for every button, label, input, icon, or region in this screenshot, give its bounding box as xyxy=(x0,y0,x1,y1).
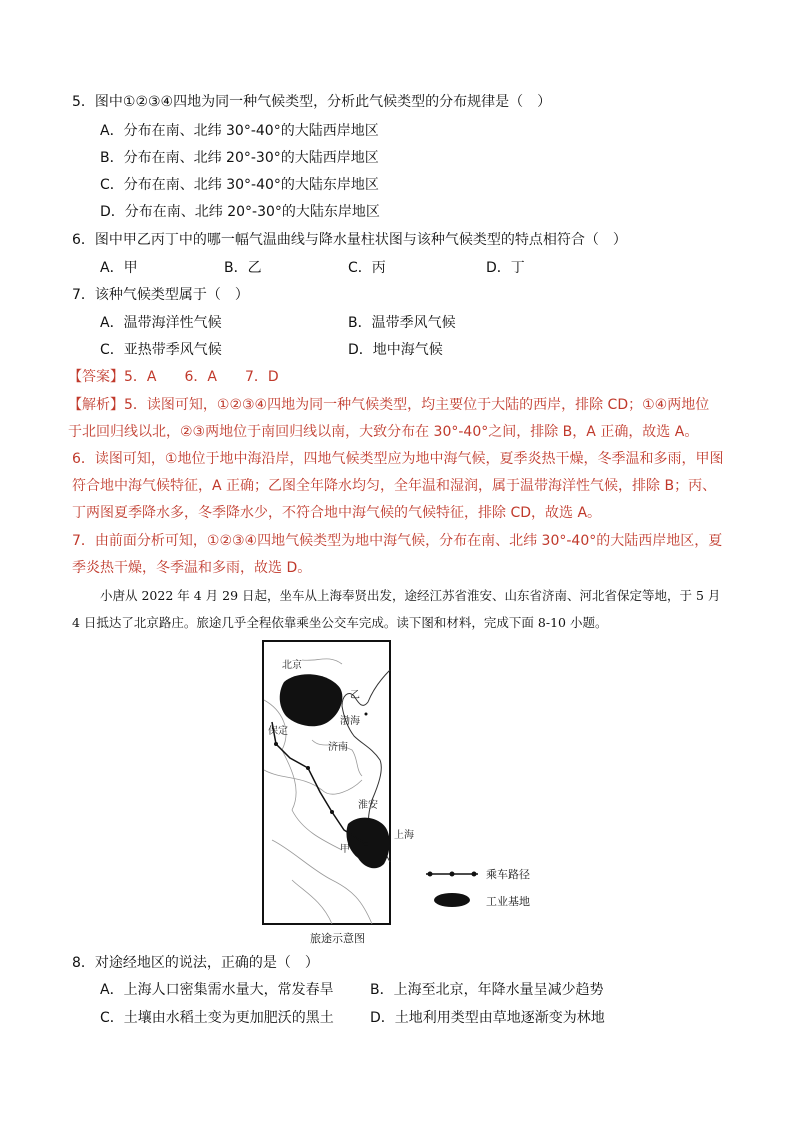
map-label-baoding: 保定 xyxy=(268,726,288,737)
q5-option-d: D．分布在南、北纬 20°-30°的大陆东岸地区 xyxy=(100,204,380,220)
legend-route-dot-2 xyxy=(450,872,455,877)
analysis-5-text: 5．读图可知，①②③④四地为同一种气候类型，均主要位于大陆的西岸，排除 CD；①④两地位于北回归线以北，②③两地位于南回归线以南，大致分布在 30°-40°之间，排除 B，A 正确，故选 A。 xyxy=(68,397,710,440)
map-label-yi: 乙 xyxy=(350,690,360,701)
analysis-5 xyxy=(68,392,720,446)
q7-option-a: A．温带海洋性气候 xyxy=(100,315,222,331)
q7-option-c: C．亚热带季风气候 xyxy=(100,342,222,358)
q8-option-a: A．上海人口密集需水量大，常发春旱 xyxy=(100,982,334,998)
map-label-jia: 甲 xyxy=(340,844,350,855)
q8-option-c: C．土壤由水稻土变为更加肥沃的黑土 xyxy=(100,1010,334,1026)
map-label-beijing: 北京 xyxy=(282,660,302,671)
answer-line xyxy=(68,367,279,387)
map-label-huaian: 淮安 xyxy=(358,800,378,811)
map-label-jinan: 济南 xyxy=(328,742,348,753)
analysis-6: 6．读图可知，①地位于地中海沿岸，四地气候类型应为地中海气候，夏季炎热干燥，冬季温和多雨，甲图符合地中海气候特征，A 正确；乙图全年降水均匀，全年温和湿润，属于温带海洋性气候，排除 B；丙、丁两图夏季降水多，冬季降水少，不符合地中海气候的气候特征，排除 CD，故选 A。 xyxy=(72,451,724,521)
q7-option-d: D．地中海气候 xyxy=(348,342,443,358)
bohai-dot xyxy=(365,713,368,716)
legend-route-label: 乘车路径 xyxy=(486,868,530,881)
legend-base-label: 工业基地 xyxy=(486,895,530,908)
q5-option-b: B．分布在南、北纬 20°-30°的大陆西岸地区 xyxy=(100,150,379,166)
travel-route-map xyxy=(262,640,392,926)
q6-stem: 6．图中甲乙丙丁中的哪一幅气温曲线与降水量柱状图与该种气候类型的特点相符合（ ） xyxy=(72,232,627,248)
legend-industrial-base-icon xyxy=(434,893,470,907)
q7-stem: 7．该种气候类型属于（ ） xyxy=(72,287,249,303)
legend-route-dot-3 xyxy=(472,872,477,877)
analysis-7: 7．由前面分析可知，①②③④四地气候类型为地中海气候，分布在南、北纬 30°-40°的大陆西岸地区，夏季炎热干燥，冬季温和多雨，故选 D。 xyxy=(72,533,723,576)
q8-stem: 8．对途经地区的说法，正确的是（ ） xyxy=(72,955,319,971)
q7-option-b: B．温带季风气候 xyxy=(348,315,456,331)
q5-stem: 5．图中①②③④四地为同一种气候类型，分析此气候类型的分布规律是（ ） xyxy=(72,94,552,110)
route-stop-jinan xyxy=(306,766,310,770)
route-stop-shanghai xyxy=(364,842,368,846)
q8-option-b: B．上海至北京，年降水量呈减少趋势 xyxy=(370,982,604,998)
q6-option-a: A．甲 xyxy=(100,260,138,276)
map-caption: 旅途示意图 xyxy=(310,932,365,945)
q6-option-b: B．乙 xyxy=(224,260,262,276)
route-stop-huaian xyxy=(330,810,334,814)
legend-symbols xyxy=(424,866,484,910)
analysis-label: 【解析】 xyxy=(68,397,124,413)
map-label-shanghai: 上海 xyxy=(394,830,414,841)
q8-option-d: D．土地利用类型由草地逐渐变为林地 xyxy=(370,1010,605,1026)
q6-option-d: D．丁 xyxy=(486,260,525,276)
q6-option-c: C．丙 xyxy=(348,260,386,276)
map-label-bohai: 渤海 xyxy=(340,716,360,727)
material-text: 小唐从 2022 年 4 月 29 日起，坐车从上海奉贤出发，途经江苏省淮安、山东省济南、河北省保定等地，于 5 月 4 日抵达了北京路庄。旅途几乎全程依靠乘坐公交车完成。读下图和材料，完成下面 8-10 小题。 xyxy=(72,588,721,630)
answer-text: 5．A 6．A 7．D xyxy=(124,369,279,385)
q5-option-a: A．分布在南、北纬 30°-40°的大陆西岸地区 xyxy=(100,123,379,139)
q5-option-c: C．分布在南、北纬 30°-40°的大陆东岸地区 xyxy=(100,177,379,193)
legend-route-dot-1 xyxy=(428,872,433,877)
route-stop-baoding xyxy=(274,742,278,746)
answer-label: 【答案】 xyxy=(68,369,124,385)
